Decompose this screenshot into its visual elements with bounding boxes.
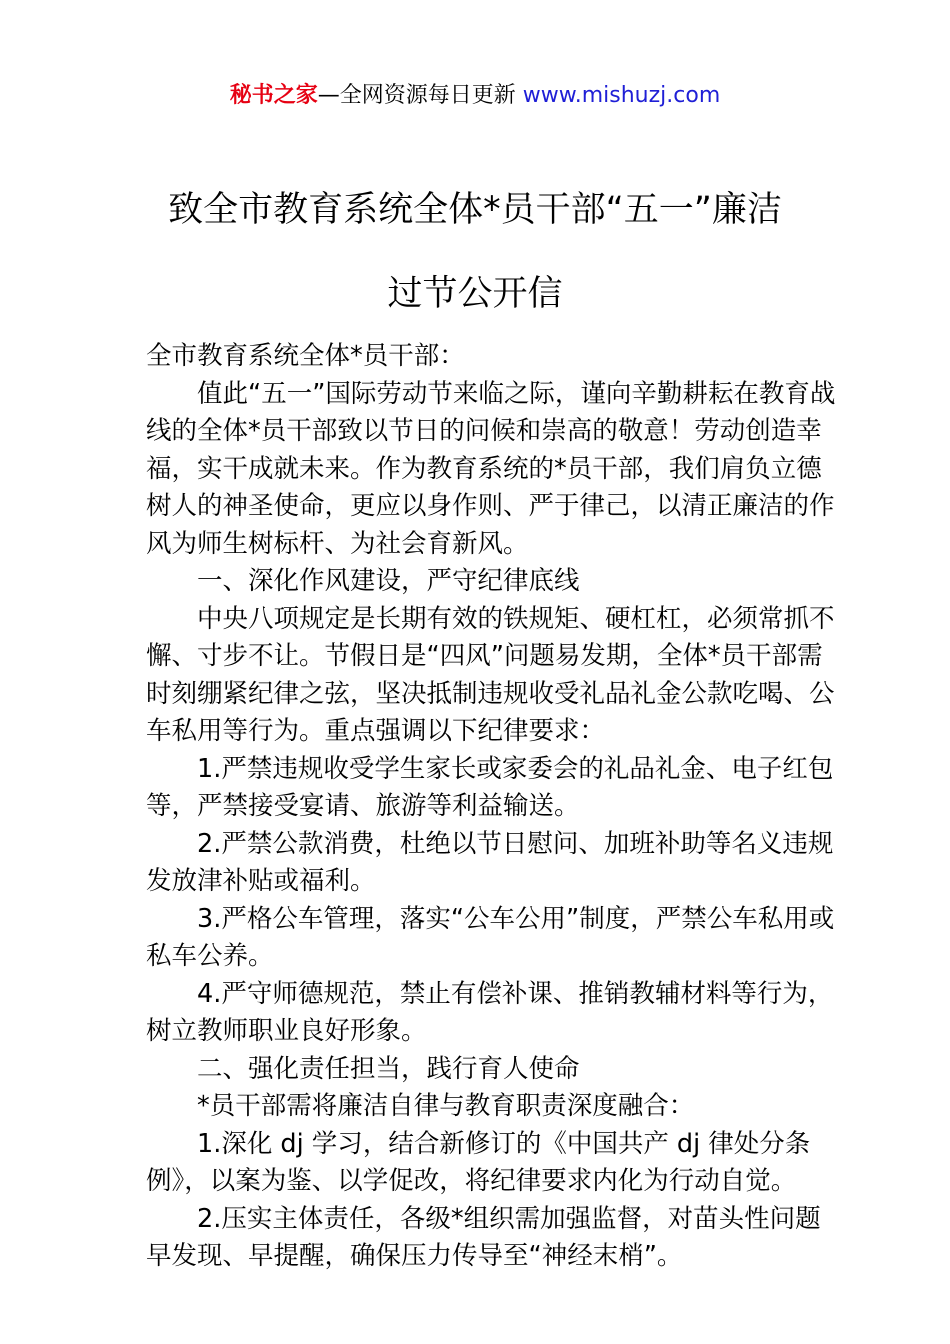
salutation: 全市教育系统全体*员干部：: [146, 341, 465, 371]
intro-paragraph: 值此“五一”国际劳动节来临之际，谨向辛勤耕耘在教育战线的全体*员干部致以节日的问候和崇高的敬意！劳动创造幸福，实干成就未来。作为教育系统的*员干部，我们肩负立德树人的神圣使命，更应以身作则、严于律己，以清正廉洁的作风为师生树标杆、为社会育新风。: [146, 378, 836, 559]
title-line-1: 致全市教育系统全体*员干部“五一”廉洁: [168, 190, 782, 230]
brand-name: 秘书之家: [229, 83, 318, 108]
section-1-item-4: 4.严守师德规范，禁止有偿补课、推销教辅材料等行为，树立教师职业良好形象。: [146, 978, 834, 1046]
section-1-item-2: 2.严禁公款消费，杜绝以节日慰问、加班补助等名义违规发放津补贴或福利。: [146, 828, 834, 896]
section-2-paragraph: *员干部需将廉洁自律与教育职责深度融合：: [197, 1091, 695, 1121]
document-title: [0, 168, 950, 336]
section-1-item-3: 3.严格公车管理，落实“公车公用”制度，严禁公车私用或私车公养。: [146, 903, 835, 971]
section-1-heading: 一、深化作风建设，严守纪律底线: [197, 566, 580, 596]
site-header: [0, 80, 950, 112]
section-2-heading: 二、强化责任担当，践行育人使命: [197, 1053, 580, 1084]
section-2-item-2: 2.压实主体责任，各级*组织需加强监督，对苗头性问题早发现、早提醒，确保压力传导至“神经末梢”。: [146, 1203, 821, 1271]
section-1-item-1: 1.严禁违规收受学生家长或家委会的礼品礼金、电子红包等，严禁接受宴请、旅游等利益输送。: [146, 753, 834, 821]
section-2-item-1: 1.深化 dj 学习，结合新修订的《中国共产 dj 律处分条例》，以案为鉴、以学促改，将纪律要求内化为行动自觉。: [146, 1128, 811, 1196]
title-line-2: 过节公开信: [387, 274, 563, 314]
letter-body: [146, 338, 836, 1276]
section-1-paragraph: 中央八项规定是长期有效的铁规矩、硬杠杠，必须常抓不懈、寸步不让。节假日是“四风”问题易发期，全体*员干部需时刻绷紧纪律之弦，坚决抵制违规收受礼品礼金公款吃喝、公车私用等行为。重点强调以下纪律要求：: [146, 603, 835, 746]
header-tagline: —全网资源每日更新: [317, 83, 523, 108]
site-url[interactable]: www.mishuzj.com: [522, 83, 721, 108]
